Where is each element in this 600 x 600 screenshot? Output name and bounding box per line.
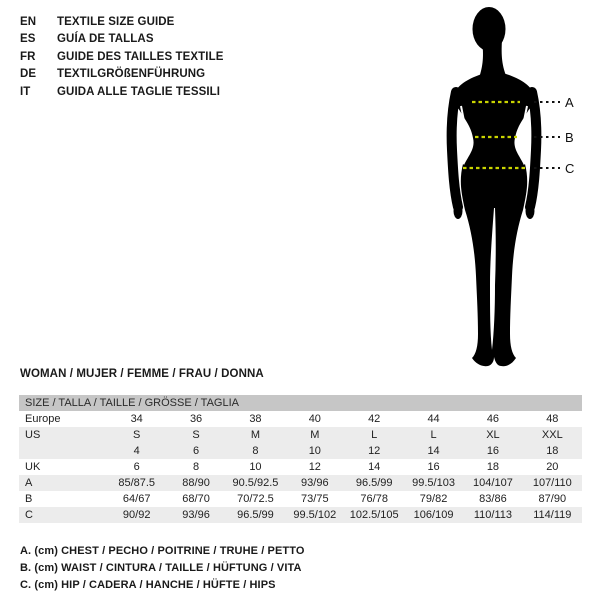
lang-code: FR: [20, 50, 36, 63]
silhouette-hand-right: [526, 203, 535, 219]
size-cell: 46: [486, 413, 500, 425]
size-cell: XXL: [541, 429, 563, 441]
size-cell: 10: [308, 445, 321, 457]
size-cell: 14: [368, 461, 381, 473]
size-cell: 93/96: [182, 509, 210, 521]
size-cell: 42: [368, 413, 381, 425]
legend-line-hip: C. (cm) HIP / CADERA / HANCHE / HÜFTE / HIPS: [20, 579, 276, 591]
title-line-de: [20, 66, 224, 83]
size-table-body: [19, 411, 582, 523]
section-title: WOMAN / MUJER / FEMME / FRAU / DONNA: [20, 368, 264, 380]
table-row: [19, 459, 582, 475]
size-cell: 110/113: [473, 509, 512, 521]
size-cell: L: [371, 429, 378, 441]
lang-code: DE: [20, 68, 37, 81]
size-cell: 8: [193, 461, 200, 473]
title-text: GUIDE DES TAILLES TEXTILE: [57, 50, 224, 63]
size-cell: 83/86: [479, 493, 507, 505]
size-table: [19, 395, 582, 523]
row-label: A: [25, 477, 33, 489]
row-label: Europe: [25, 413, 61, 425]
size-cell: 12: [308, 461, 321, 473]
size-cell: 96.5/99: [355, 477, 393, 489]
table-row: [19, 443, 582, 459]
size-cell: 38: [249, 413, 262, 425]
row-label: US: [25, 429, 41, 441]
size-cell: 16: [427, 461, 440, 473]
size-cell: 4: [133, 445, 140, 457]
size-cell: 18: [546, 445, 559, 457]
marker-label-a: A: [565, 95, 574, 110]
size-cell: 48: [546, 413, 559, 425]
marker-label-c: C: [565, 161, 575, 176]
lang-code: ES: [20, 33, 36, 46]
woman-silhouette-svg: [410, 0, 600, 380]
size-cell: 79/82: [419, 493, 448, 505]
size-table-header: SIZE / TALLA / TAILLE / GRÖSSE / TAGLIA: [19, 395, 582, 411]
size-cell: 34: [130, 413, 143, 425]
size-cell: 102.5/105: [349, 509, 399, 521]
size-cell: 44: [427, 413, 440, 425]
row-label: [19, 443, 107, 459]
size-cell: 68/70: [182, 493, 210, 505]
title-text: TEXTILGRÖßENFÜHRUNG: [57, 68, 206, 81]
size-cell: 90/92: [122, 509, 151, 521]
size-cell: 99.5/103: [412, 477, 455, 489]
legend-line-chest: A. (cm) CHEST / PECHO / POITRINE / TRUHE / PETTO: [20, 545, 305, 557]
size-cell: 6: [133, 461, 140, 473]
size-cell: 12: [368, 445, 381, 457]
title-text: GUÍA DE TALLAS: [57, 33, 154, 46]
title-line-fr: [20, 49, 224, 66]
table-row: [19, 411, 582, 427]
lang-code: IT: [20, 85, 31, 98]
legend-line-waist: B. (cm) WAIST / CINTURA / TAILLE / HÜFTUNG / VITA: [20, 562, 302, 574]
row-label: B: [25, 493, 33, 505]
size-cell: 18: [486, 461, 500, 473]
title-text: TEXTILE SIZE GUIDE: [57, 16, 175, 28]
title-text: GUIDA ALLE TAGLIE TESSILI: [57, 85, 221, 98]
size-cell: S: [192, 429, 200, 441]
size-cell: 85/87.5: [118, 477, 156, 489]
measurement-legend: [20, 543, 305, 594]
silhouette-hand-left: [454, 203, 463, 219]
size-cell: 6: [193, 445, 200, 457]
size-cell: 88/90: [182, 477, 210, 489]
size-cell: 107/110: [532, 477, 572, 489]
size-cell: 96.5/99: [237, 509, 274, 521]
size-cell: 16: [486, 445, 500, 457]
language-title-block: [20, 14, 224, 101]
size-cell: 64/67: [122, 493, 151, 505]
size-cell: 76/78: [360, 493, 388, 505]
title-line-es: [20, 31, 224, 48]
size-cell: L: [430, 429, 437, 441]
table-row: [19, 491, 582, 507]
size-cell: 104/107: [473, 477, 513, 489]
size-cell: XL: [486, 429, 500, 441]
size-cell: 8: [252, 445, 259, 457]
size-cell: M: [250, 429, 261, 441]
title-line-it: [20, 84, 224, 101]
row-label: UK: [25, 461, 41, 473]
size-cell: 40: [308, 413, 321, 425]
size-cell: 70/72.5: [237, 493, 274, 505]
size-cell: 106/109: [413, 509, 454, 521]
size-cell: 73/75: [301, 493, 329, 505]
lang-code: EN: [20, 16, 37, 28]
size-cell: 114/119: [533, 509, 572, 521]
table-row: [19, 507, 582, 523]
size-cell: 87/90: [538, 493, 567, 505]
table-row: [19, 475, 582, 491]
size-cell: 14: [427, 445, 440, 457]
size-cell: 10: [249, 461, 262, 473]
size-cell: 93/96: [301, 477, 329, 489]
size-cell: 36: [189, 413, 203, 425]
silhouette-arm-left: [452, 92, 458, 207]
size-cell: 20: [546, 461, 559, 473]
measurement-figure: [410, 0, 600, 380]
size-cell: M: [310, 429, 320, 441]
size-cell: S: [133, 429, 141, 441]
size-cell: 99.5/102: [293, 509, 337, 521]
title-line-en: [20, 14, 224, 31]
marker-label-b: B: [565, 130, 574, 145]
row-label: C: [25, 509, 33, 521]
table-row: [19, 427, 582, 443]
size-cell: 90.5/92.5: [232, 477, 279, 489]
silhouette-arm-right: [530, 92, 536, 207]
